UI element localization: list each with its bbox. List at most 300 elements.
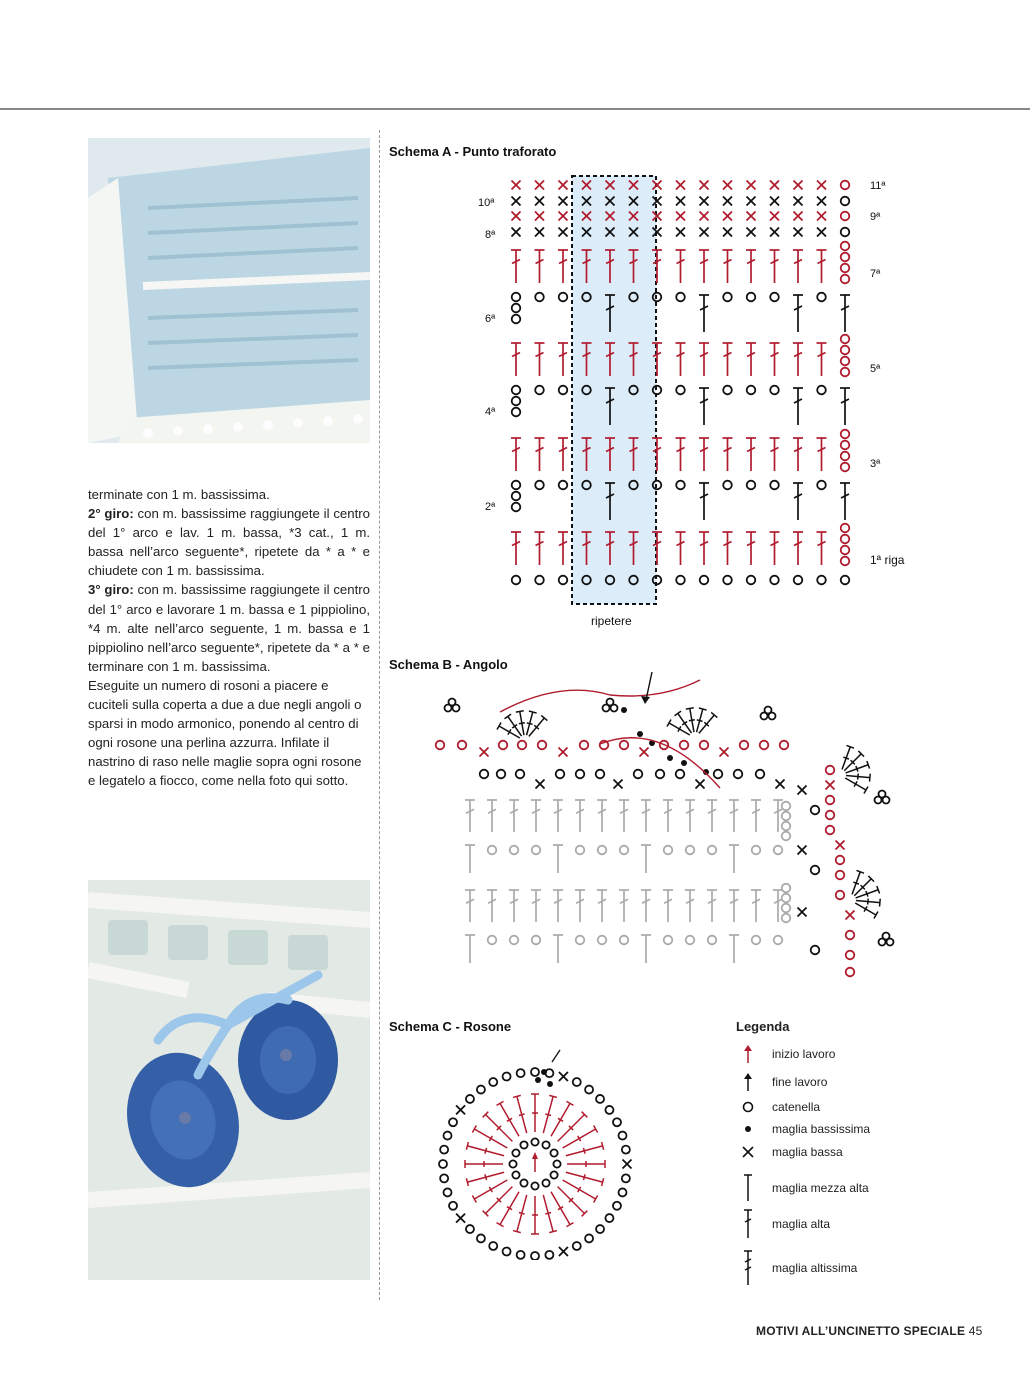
single-crochet — [723, 181, 732, 190]
double-crochet — [793, 438, 803, 471]
chain-stitch — [535, 293, 544, 302]
chain-stitch — [535, 386, 544, 395]
double-crochet — [699, 532, 709, 565]
single-crochet — [817, 228, 826, 237]
chain-stitch — [439, 1160, 447, 1168]
double-crochet — [729, 890, 739, 922]
chain-stitch — [794, 576, 803, 585]
double-crochet — [817, 438, 827, 471]
single-crochet — [723, 228, 732, 237]
radial-stitch — [675, 711, 692, 733]
legend-item-double: maglia alta — [742, 1207, 830, 1241]
double-crochet — [793, 483, 803, 520]
chain-stitch — [841, 463, 850, 472]
chain-stitch — [458, 741, 467, 750]
chain-stitch — [817, 293, 826, 302]
double-crochet — [840, 388, 850, 425]
chain-stitch — [488, 846, 497, 855]
single-crochet — [535, 228, 544, 237]
chain-stitch — [841, 242, 850, 251]
double-crochet — [511, 250, 521, 283]
chain-stitch — [686, 936, 695, 945]
chain-stitch — [740, 741, 749, 750]
chain-stitch — [782, 822, 791, 831]
chain-stitch — [489, 1242, 497, 1250]
double-crochet — [707, 800, 717, 832]
chain-stitch — [723, 576, 732, 585]
chain-stitch — [510, 936, 519, 945]
chain-stitch — [512, 408, 521, 417]
radial-stitch — [563, 1126, 598, 1148]
chain-stitch — [531, 1138, 538, 1145]
double-crochet — [751, 890, 761, 922]
radial-stitch — [563, 1180, 598, 1202]
chain-stitch — [449, 699, 456, 706]
chain-stitch — [542, 1141, 549, 1148]
row-label: 11ª — [870, 180, 886, 192]
chain-stitch — [841, 524, 850, 533]
double-crochet — [770, 343, 780, 376]
chain-stitch — [553, 1160, 560, 1167]
single-crochet — [776, 780, 785, 789]
end-arrow-head — [641, 696, 650, 704]
row-label: 1ª riga — [870, 553, 905, 567]
single-crochet — [559, 181, 568, 190]
single-crochet — [614, 780, 623, 789]
chain-stitch — [770, 481, 779, 490]
chain-stitch — [596, 770, 605, 779]
chain-stitch — [774, 936, 783, 945]
radial-stitch — [466, 1142, 504, 1156]
radial-stitch — [472, 1126, 507, 1148]
single-crochet — [794, 181, 803, 190]
half-double-icon — [742, 1173, 760, 1203]
chain-stitch — [760, 741, 769, 750]
chain-stitch — [841, 357, 850, 366]
row-label: 6ª — [485, 313, 496, 325]
single-crochet — [676, 212, 685, 221]
chain-stitch — [782, 832, 791, 841]
rosettes-photo — [88, 880, 370, 1280]
double-crochet — [770, 532, 780, 565]
single-crochet — [794, 212, 803, 221]
slip-stitch — [541, 1069, 547, 1075]
double-crochet — [729, 800, 739, 832]
single-crochet — [747, 228, 756, 237]
single-crochet — [512, 228, 521, 237]
row-label: 8ª — [485, 229, 496, 241]
chain-stitch — [488, 936, 497, 945]
half-double-crochet — [553, 845, 563, 873]
legend-item-treble: maglia altissima — [742, 1248, 857, 1288]
double-crochet — [676, 250, 686, 283]
single-crochet — [623, 1160, 632, 1169]
single-crochet — [535, 197, 544, 206]
double-crochet — [558, 250, 568, 283]
radial-stitch — [543, 1095, 557, 1133]
double-crochet — [487, 890, 497, 922]
double-crochet — [558, 438, 568, 471]
chain-stitch — [585, 1086, 593, 1094]
chain-stitch — [477, 1234, 485, 1242]
chain-stitch — [516, 770, 525, 779]
cross-icon — [742, 1146, 760, 1158]
chain-stitch — [596, 1095, 604, 1103]
single-crochet — [456, 1105, 465, 1114]
chain-stitch — [664, 936, 673, 945]
double-crochet — [597, 890, 607, 922]
row-label: 4ª — [485, 406, 496, 418]
work-path — [500, 680, 700, 712]
single-crochet — [535, 181, 544, 190]
single-crochet — [817, 181, 826, 190]
chain-stitch — [714, 770, 723, 779]
chain-stitch — [817, 576, 826, 585]
chain-stitch — [770, 576, 779, 585]
double-crochet — [676, 532, 686, 565]
radial-stitch — [845, 778, 868, 793]
chain-stitch — [841, 452, 850, 461]
single-crochet — [770, 181, 779, 190]
chain-stitch — [811, 866, 820, 875]
chain-stitch — [620, 741, 629, 750]
radial-stitch — [513, 1195, 527, 1233]
double-crochet — [619, 800, 629, 832]
chain-stitch — [883, 933, 890, 940]
chain-circle-icon — [742, 1101, 760, 1113]
single-crochet — [817, 212, 826, 221]
schema-c-title: Schema C - Rosone — [389, 1019, 512, 1034]
double-crochet — [535, 532, 545, 565]
double-crochet — [558, 343, 568, 376]
double-crochet — [531, 800, 541, 832]
page-footer — [756, 1324, 982, 1338]
repeat-box — [572, 176, 656, 604]
legend-item-single: maglia bassa — [742, 1142, 843, 1162]
single-crochet — [480, 748, 489, 757]
single-crochet — [559, 212, 568, 221]
double-crochet — [699, 388, 709, 425]
radial-stitch — [567, 1160, 605, 1168]
row-label: 5ª — [870, 363, 881, 375]
double-crochet — [817, 343, 827, 376]
double-crochet — [511, 343, 521, 376]
double-crochet — [723, 532, 733, 565]
single-crochet — [696, 780, 705, 789]
double-crochet — [676, 438, 686, 471]
single-crochet — [700, 197, 709, 206]
chain-stitch — [573, 1242, 581, 1250]
column-divider — [379, 130, 380, 1300]
radial-stitch — [855, 903, 878, 918]
double-crochet — [746, 250, 756, 283]
chain-stitch — [774, 846, 783, 855]
single-crochet — [559, 228, 568, 237]
chain-stitch — [700, 576, 709, 585]
chain-stitch — [550, 1149, 557, 1156]
chain-stitch — [573, 1078, 581, 1086]
chain-stitch — [841, 212, 850, 221]
double-crochet — [751, 800, 761, 832]
chain-stitch — [520, 1179, 527, 1186]
chain-stitch — [686, 846, 695, 855]
chain-stitch — [618, 1188, 626, 1196]
chain-stitch — [747, 481, 756, 490]
chain-stitch — [782, 802, 791, 811]
schema-b-diagram — [420, 670, 920, 990]
end-arrow — [552, 1050, 560, 1062]
chain-stitch — [664, 846, 673, 855]
single-crochet — [826, 781, 835, 790]
chain-stitch — [449, 1202, 457, 1210]
single-crochet — [747, 197, 756, 206]
double-crochet — [699, 295, 709, 332]
double-crochet — [793, 532, 803, 565]
chain-stitch — [841, 535, 850, 544]
chain-stitch — [620, 846, 629, 855]
chain-stitch — [826, 796, 835, 805]
chain-stitch — [826, 811, 835, 820]
chain-stitch — [605, 1106, 613, 1114]
chain-stitch — [531, 1252, 539, 1260]
row-label: 3ª — [870, 458, 881, 470]
half-double-crochet — [465, 845, 475, 873]
slip-stitch — [637, 731, 643, 737]
chain-stitch — [576, 770, 585, 779]
double-crochet — [535, 438, 545, 471]
single-crochet — [770, 197, 779, 206]
row-label: 10ª — [478, 197, 495, 209]
chain-stitch — [598, 936, 607, 945]
single-crochet — [700, 228, 709, 237]
chain-stitch — [841, 430, 850, 439]
chain-stitch — [841, 441, 850, 450]
chain-stitch — [585, 1234, 593, 1242]
chain-stitch — [841, 275, 850, 284]
single-crochet — [512, 181, 521, 190]
chain-stitch — [846, 968, 855, 977]
chain-stitch — [700, 741, 709, 750]
chain-stitch — [752, 936, 761, 945]
slip-stitch — [667, 755, 673, 761]
chain-stitch — [538, 741, 547, 750]
chain-stitch — [509, 1160, 516, 1167]
double-crochet-icon — [742, 1208, 760, 1240]
single-crochet — [559, 1072, 568, 1081]
chain-stitch — [841, 346, 850, 355]
end-arrow — [646, 672, 652, 700]
double-crochet — [723, 343, 733, 376]
double-crochet — [817, 250, 827, 283]
chain-stitch — [598, 846, 607, 855]
chain-stitch — [846, 951, 855, 960]
chain-stitch — [747, 293, 756, 302]
chain-stitch — [535, 481, 544, 490]
single-crochet — [723, 212, 732, 221]
double-crochet — [509, 890, 519, 922]
chain-stitch — [723, 293, 732, 302]
chain-stitch — [480, 770, 489, 779]
chain-stitch — [535, 576, 544, 585]
chain-stitch — [576, 846, 585, 855]
chain-stitch — [817, 386, 826, 395]
single-crochet — [817, 197, 826, 206]
double-crochet — [676, 343, 686, 376]
double-crochet — [641, 800, 651, 832]
single-crochet — [836, 841, 845, 850]
instructions-text — [88, 485, 370, 791]
chain-stitch — [765, 707, 772, 714]
chain-stitch — [747, 576, 756, 585]
radial-stitch — [842, 745, 854, 769]
chain-stitch — [466, 1225, 474, 1233]
half-double-crochet — [553, 935, 563, 963]
double-crochet — [699, 483, 709, 520]
chain-stitch — [605, 1214, 613, 1222]
chain-stitch — [440, 1146, 448, 1154]
single-crochet — [700, 181, 709, 190]
single-crochet — [512, 197, 521, 206]
double-crochet — [553, 890, 563, 922]
chain-stitch — [532, 936, 541, 945]
single-crochet — [770, 228, 779, 237]
chain-stitch — [841, 253, 850, 262]
half-double-crochet — [465, 935, 475, 963]
half-double-crochet — [641, 935, 651, 963]
double-crochet — [770, 438, 780, 471]
chain-stitch — [841, 368, 850, 377]
radial-stitch — [466, 1172, 504, 1186]
radial-stitch — [852, 870, 864, 894]
chain-stitch — [532, 846, 541, 855]
chain-stitch — [512, 315, 521, 324]
radial-stitch — [566, 1172, 604, 1186]
double-crochet — [575, 890, 585, 922]
double-crochet — [746, 343, 756, 376]
single-crochet — [794, 197, 803, 206]
legend-item-slip: maglia bassissima — [742, 1119, 870, 1139]
chain-stitch — [676, 770, 685, 779]
chain-stitch — [826, 826, 835, 835]
chain-stitch — [708, 936, 717, 945]
chain-stitch — [841, 181, 850, 190]
double-crochet — [723, 438, 733, 471]
half-double-crochet — [729, 935, 739, 963]
chain-stitch — [723, 481, 732, 490]
chain-stitch — [841, 576, 850, 585]
single-crochet — [535, 212, 544, 221]
chain-stitch — [499, 741, 508, 750]
start-arrow-icon — [742, 1045, 760, 1063]
chain-stitch — [770, 386, 779, 395]
chain-stitch — [879, 791, 886, 798]
chain-stitch — [780, 741, 789, 750]
chain-stitch — [841, 228, 850, 237]
double-crochet — [465, 890, 475, 922]
chain-stitch — [518, 741, 527, 750]
chain-stitch — [622, 1146, 630, 1154]
double-crochet — [699, 343, 709, 376]
half-double-crochet — [641, 845, 651, 873]
chain-stitch — [782, 914, 791, 923]
chain-stitch — [618, 1132, 626, 1140]
radial-stitch — [531, 1094, 539, 1132]
page-header-band — [0, 0, 1030, 110]
chain-stitch — [512, 1171, 519, 1178]
legend-item-half-double: maglia mezza alta — [742, 1172, 869, 1204]
chain-stitch — [841, 264, 850, 273]
chain-stitch — [622, 1174, 630, 1182]
chain-stitch — [466, 1095, 474, 1103]
treble-crochet-icon — [742, 1249, 760, 1287]
chain-stitch — [676, 293, 685, 302]
double-crochet — [465, 800, 475, 832]
chain-stitch — [752, 846, 761, 855]
chain-stitch — [708, 846, 717, 855]
double-crochet — [511, 532, 521, 565]
paragraph-3: 3° giro: con m. bassissime raggiungete il centro del 1° arco e lavorare 1 m. bassa e 1 pippiolino, *4 m. alte nell’arco seguente, 1 m. bassa e 1 pippiolino nell’arco seguente*, ripetete da * a * e terminare con 1 m. bassissima. — [88, 582, 370, 674]
chain-stitch — [545, 1251, 553, 1259]
double-crochet — [817, 532, 827, 565]
chain-stitch — [512, 492, 521, 501]
slip-stitch — [535, 1077, 541, 1083]
page-number: 45 — [968, 1324, 983, 1338]
row-label: 2ª — [485, 501, 496, 513]
legend-item-end: fine lavoro — [742, 1072, 827, 1092]
double-crochet — [770, 250, 780, 283]
chain-stitch — [836, 891, 845, 900]
row-label: 7ª — [870, 268, 881, 280]
chain-stitch — [512, 503, 521, 512]
single-crochet — [536, 780, 545, 789]
chain-stitch — [559, 386, 568, 395]
double-crochet — [793, 250, 803, 283]
chain-stitch — [444, 1188, 452, 1196]
single-crochet — [720, 748, 729, 757]
radial-stitch — [513, 1095, 527, 1133]
radial-stitch — [543, 1195, 557, 1233]
chain-stitch — [841, 557, 850, 566]
double-crochet — [558, 532, 568, 565]
chain-stitch — [747, 386, 756, 395]
chain-stitch — [656, 770, 665, 779]
chain-stitch — [836, 871, 845, 880]
single-crochet — [559, 197, 568, 206]
chain-stitch — [841, 197, 850, 206]
double-crochet — [685, 890, 695, 922]
chain-stitch — [520, 1141, 527, 1148]
double-crochet — [663, 890, 673, 922]
chain-stitch — [676, 386, 685, 395]
chain-stitch — [556, 770, 565, 779]
single-crochet — [640, 748, 649, 757]
slip-stitch — [547, 1081, 553, 1087]
paragraph-2: 2° giro: con m. bassissime raggiungete il centro del 1° arco e lav. 1 m. bassa, *3 cat., 1 m. bassa nell’arco seguente*, ripetete da * a * e chiudete con 1 m. bassissima. — [88, 506, 370, 579]
radial-stitch — [505, 714, 522, 736]
double-crochet — [553, 800, 563, 832]
single-crochet — [798, 846, 807, 855]
single-crochet — [512, 212, 521, 221]
radial-stitch — [465, 1160, 503, 1168]
double-crochet — [793, 295, 803, 332]
single-crochet — [770, 212, 779, 221]
single-crochet — [676, 181, 685, 190]
radial-stitch — [551, 1101, 573, 1136]
single-crochet — [676, 197, 685, 206]
paragraph-4: Eseguite un numero di rosoni a piacere e cuciteli sulla coperta a due a due negli angoli o sparsi in modo armonico, ponendo al centro di ogni rosone una perlina azzurra. Infilate il nastrino di raso nelle maglie sopra ogni rosone e legatelo a fiocco, come nella foto qui sotto. — [88, 677, 362, 789]
chain-stitch — [531, 1068, 539, 1076]
single-crochet — [700, 212, 709, 221]
